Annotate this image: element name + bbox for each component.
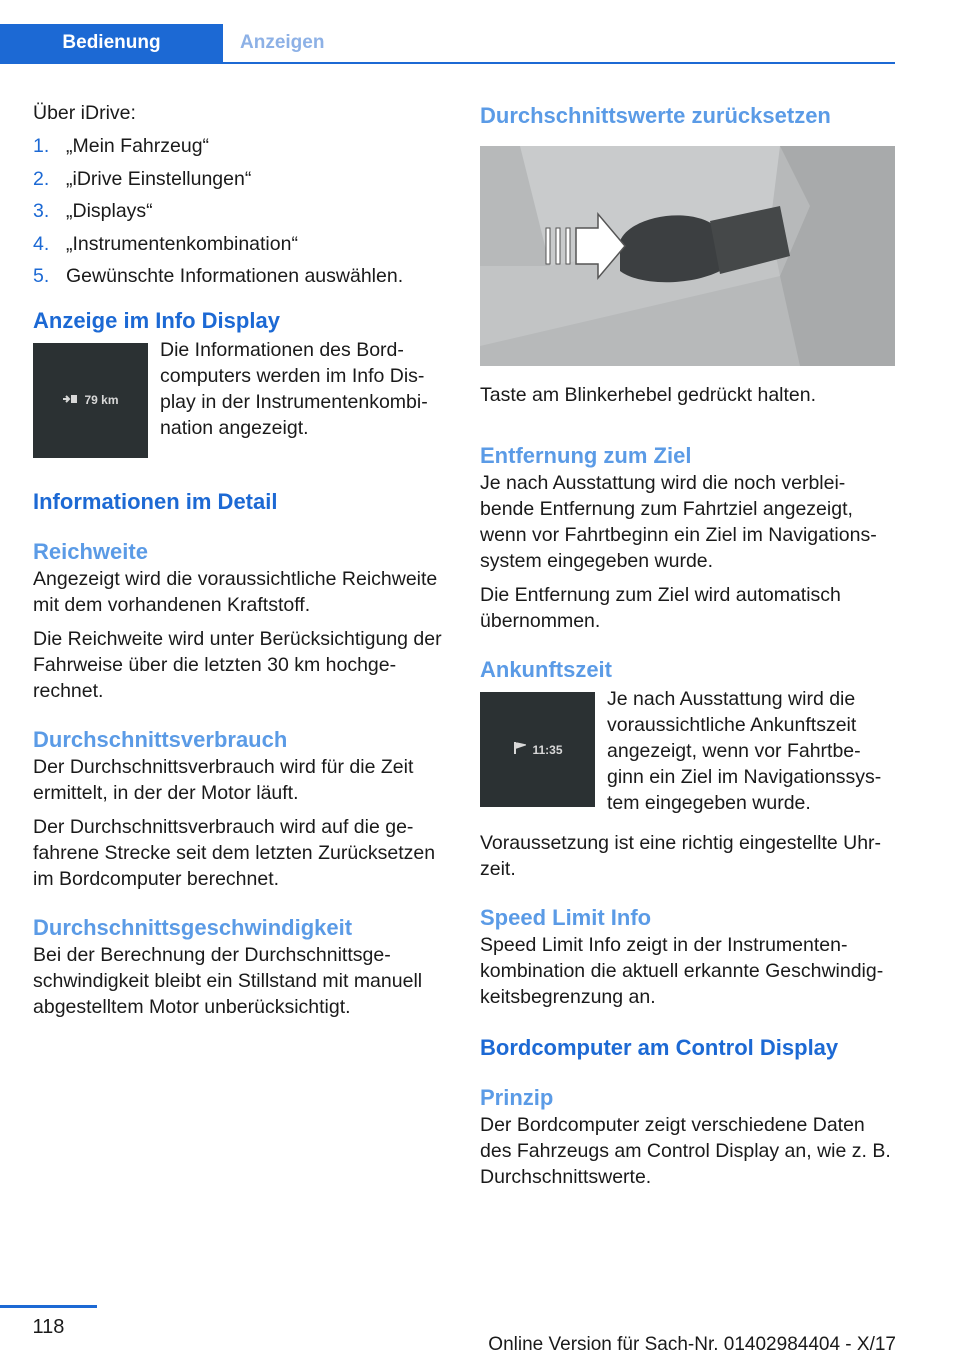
reichweite-text-1: Angezeigt wird die voraussichtliche Reichweite mit dem vorhandenen Kraftstoff. (33, 567, 438, 616)
online-version-note: Online Version für Sach-Nr. 01402984404 - X/17 (488, 1334, 896, 1355)
list-item: 1. „Mein Fahrzeug“ (33, 135, 210, 157)
entfernung-text-1: Je nach Ausstattung wird die noch verblei-bende Entfernung zum Fahrtziel angezeigt, wenn vor Fahrtbeginn ein Ziel im Navigations-system eingegeben wurde. (480, 472, 877, 572)
heading-reichweite: Reichweite (33, 538, 148, 564)
idrive-intro: Über iDrive: (33, 102, 136, 124)
footer-divider (0, 1305, 97, 1308)
ankunft-text-2: Voraussetzung ist eine richtig eingestellte Uhr-zeit. (480, 832, 882, 880)
info-display-text: Die Informationen des Bord-computers werden im Info Dis-play in der Instrumentenkombi-nation angezeigt. (160, 338, 428, 439)
reset-caption: Taste am Blinkerhebel gedrückt halten. (480, 384, 817, 406)
chapter-tabbar (0, 24, 895, 64)
heading-ankunftszeit: Ankunftszeit (480, 657, 612, 682)
prinzip-text: Der Bordcomputer zeigt verschiedene Daten des Fahrzeugs am Control Display an, wie z. B. Durchschnittswerte. (480, 1114, 891, 1188)
reichweite-text-2: Die Reichweite wird unter Berücksichtigung der Fahrweise über die letzten 30 km hochge-rechnet. (33, 627, 442, 702)
heading-entfernung: Entfernung zum Ziel (480, 443, 692, 468)
heading-details: Informationen im Detail (33, 488, 278, 514)
speed-limit-text: Speed Limit Info zeigt in der Instrumenten-kombination die aktuell erkannte Geschwindig-keitsbegrenzung an. (480, 934, 884, 1008)
list-item: 2. „iDrive Einstellungen“ (33, 167, 252, 190)
geschwindigkeit-text-1: Bei der Berechnung der Durchschnittsge-schwindigkeit bleibt ein Stillstand mit manuell abgestelltem Motor unberücksichtigt. (33, 943, 423, 1018)
heading-control-display: Bordcomputer am Control Display (480, 1035, 839, 1060)
heading-info-display: Anzeige im Info Display (33, 307, 280, 333)
list-item: 4. „Instrumentenkombination“ (33, 232, 298, 255)
ankunft-text-1: Je nach Ausstattung wird die voraussichtliche Ankunftszeit angezeigt, wenn vor Fahrtbe-ginn ein Ziel im Navigationssys-tem eingegeben wurde. (607, 688, 882, 814)
heading-durchschnittsverbrauch: Durchschnittsverbrauch (33, 726, 288, 752)
verbrauch-text-1: Der Durchschnittsverbrauch wird für die Zeit ermittelt, in der der Motor läuft. (33, 755, 414, 804)
verbrauch-text-2: Der Durchschnittsverbrauch wird auf die ge-fahrene Strecke seit dem letzten Zurücksetzen im Bordcomputer berechnet. (33, 815, 436, 890)
turn-signal-lever-photo (480, 146, 895, 366)
arrival-time-value: 11:35 (532, 742, 563, 757)
destination-flag-icon (512, 741, 526, 758)
info-display-thumbnail (33, 343, 148, 458)
right-column (480, 100, 896, 1190)
tab-bedienung[interactable]: Bedienung (0, 24, 223, 62)
heading-speed-limit-info: Speed Limit Info (480, 905, 652, 930)
fuel-pump-icon (62, 393, 78, 408)
range-value: 79 km (84, 393, 119, 407)
heading-durchschnittsgeschwindigkeit: Durchschnittsgeschwindigkeit (33, 914, 353, 940)
left-column (33, 100, 451, 1020)
list-item: 3. „Displays“ (33, 200, 153, 222)
arrival-time-thumbnail (480, 692, 595, 807)
idrive-steps-list (33, 130, 451, 293)
list-item: 5. Gewünschte Informationen auswählen. (33, 265, 404, 287)
entfernung-text-2: Die Entfernung zum Ziel wird automatisch übernommen. (480, 584, 841, 632)
page-number: 118 (32, 1316, 65, 1338)
heading-reset: Durchschnittswerte zurücksetzen (480, 103, 831, 128)
heading-prinzip: Prinzip (480, 1085, 554, 1110)
turn-signal-lever-illustration (480, 146, 895, 366)
tab-anzeigen[interactable]: Anzeigen (240, 32, 325, 53)
